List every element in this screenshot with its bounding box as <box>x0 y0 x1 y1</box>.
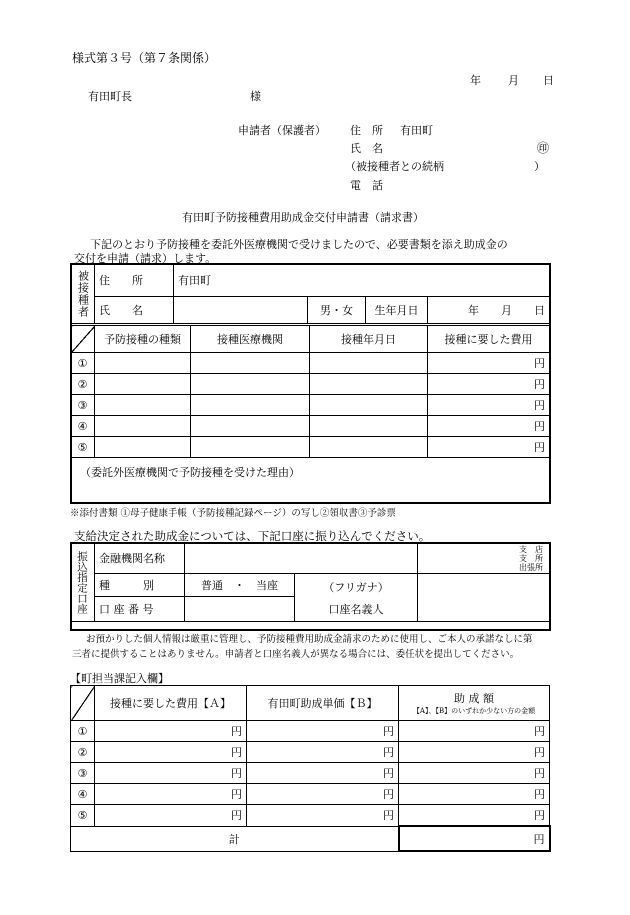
vaccine-type-field[interactable] <box>95 437 191 458</box>
date-field[interactable] <box>310 353 428 374</box>
vaccine-type-field[interactable] <box>95 374 191 395</box>
honorific: 様 <box>250 90 261 103</box>
office-heading: 【町担当課記入欄】 <box>70 672 169 685</box>
bank-side-label: 振込指定口座 <box>71 543 95 622</box>
institution-field[interactable] <box>191 353 310 374</box>
diagonal-cell <box>71 326 95 353</box>
vaccine-type-field[interactable] <box>95 416 191 437</box>
phone-label: 電 話 <box>350 179 383 192</box>
grant-field[interactable]: 円 <box>399 784 550 805</box>
form-number: 様式第３号（第７条関係） <box>72 51 217 65</box>
account-type-label: 種 別 <box>95 574 185 597</box>
header-institution: 接種医療機関 <box>191 326 310 353</box>
institution-label: 金融機関名称 <box>95 543 185 574</box>
branch-type-shiten: 支 店 <box>519 544 543 554</box>
account-number-label: 口 座 番 号 <box>95 597 185 622</box>
branch-type-shisho: 支 所 <box>519 553 543 563</box>
header-vaccine-type: 予防接種の種類 <box>95 326 191 353</box>
bank-table <box>70 542 550 622</box>
table-row <box>71 721 550 742</box>
table-row <box>71 395 550 416</box>
row-number: ① <box>71 721 95 742</box>
date-field[interactable] <box>310 437 428 458</box>
table-row <box>71 784 550 805</box>
table-row <box>71 742 550 763</box>
cost-field[interactable]: 円 <box>428 353 550 374</box>
institution-field[interactable] <box>191 395 310 416</box>
office-table <box>70 685 551 852</box>
office-col-c-label: 助 成 額 <box>454 692 494 705</box>
table-row <box>71 416 550 437</box>
office-diagonal-cell <box>71 686 95 721</box>
branch-type-shuchojo: 出張所 <box>519 562 543 572</box>
addressee: 有田町長 <box>88 90 132 103</box>
cost-a-field[interactable]: 円 <box>95 805 247 827</box>
total-label: 計 <box>71 826 399 851</box>
office-col-c <box>399 686 550 721</box>
vaccine-type-field[interactable] <box>95 353 191 374</box>
institution-field[interactable] <box>191 416 310 437</box>
grant-field[interactable]: 円 <box>399 763 550 784</box>
institution-field[interactable] <box>185 543 418 574</box>
cost-field[interactable]: 円 <box>428 395 550 416</box>
row-number: ② <box>71 742 95 763</box>
privacy-note-line-2: 三者に提供することはありません。申請者と口座名義人が異なる場合には、委任状を提出してください。 <box>72 649 520 660</box>
unit-b-field[interactable]: 円 <box>247 763 399 784</box>
account-type-select[interactable]: 普通 ・ 当座 <box>185 574 295 597</box>
unit-b-field[interactable]: 円 <box>247 805 399 827</box>
document-title: 有田町予防接種費用助成金交付申請書（請求書） <box>182 211 424 224</box>
dob-label: 生年月日 <box>366 297 428 324</box>
holder-label: 口座名義人 <box>328 602 384 616</box>
table-row <box>71 805 550 827</box>
holder-label-cell <box>295 574 418 622</box>
office-col-a: 接種に要した費用【Ａ】 <box>95 686 247 721</box>
row-number: ④ <box>71 416 95 437</box>
relation-label: （被接種者との続柄 <box>345 160 444 173</box>
sex-select[interactable]: 男・女 <box>308 297 366 324</box>
cost-a-field[interactable]: 円 <box>95 721 247 742</box>
date-field[interactable] <box>310 374 428 395</box>
address-label: 住 所 <box>350 124 383 137</box>
table-row <box>71 353 550 374</box>
grant-field[interactable]: 円 <box>399 742 550 763</box>
recipient-table <box>70 263 550 324</box>
cost-field[interactable]: 円 <box>428 437 550 458</box>
date-day: 日 <box>543 74 554 87</box>
dob-field[interactable]: 年 月 日 <box>428 297 550 324</box>
cost-field[interactable]: 円 <box>428 416 550 437</box>
header-date: 接種年月日 <box>310 326 428 353</box>
address-value: 有田町 <box>400 124 433 137</box>
date-month: 月 <box>508 74 519 87</box>
attachments-note: ※添付書類 ①母子健康手帳（予防接種記録ページ）の写し②領収書③予診票 <box>70 508 396 519</box>
recipient-address-label: 住 所 <box>95 264 174 297</box>
recipient-side-label: 被接種者 <box>71 264 95 324</box>
cost-a-field[interactable]: 円 <box>95 763 247 784</box>
unit-b-field[interactable]: 円 <box>247 721 399 742</box>
applicant-role: 申請者（保護者） <box>238 124 326 137</box>
recipient-name-label: 氏 名 <box>95 297 174 324</box>
grant-field[interactable]: 円 <box>399 721 550 742</box>
cost-a-field[interactable]: 円 <box>95 784 247 805</box>
grant-field[interactable]: 円 <box>399 805 550 827</box>
vaccination-table <box>70 325 550 458</box>
unit-b-field[interactable]: 円 <box>247 742 399 763</box>
date-year: 年 <box>470 74 481 87</box>
recipient-address-value[interactable]: 有田町 <box>174 264 550 297</box>
row-number: ① <box>71 353 95 374</box>
table-row <box>71 374 550 395</box>
office-col-c-sub: 【A】、【B】のいずれか少ない方の金額 <box>412 707 536 715</box>
institution-field[interactable] <box>191 437 310 458</box>
furigana-label: （フリガナ） <box>323 580 389 594</box>
table-row <box>71 437 550 458</box>
institution-field[interactable] <box>191 374 310 395</box>
office-col-b: 有田町助成単価【Ｂ】 <box>247 686 399 721</box>
vaccine-type-field[interactable] <box>95 395 191 416</box>
intro-line-1: 下記のとおり予防接種を委託外医療機関で受けましたので、必要書類を添え助成金の <box>90 238 508 251</box>
row-number: ④ <box>71 784 95 805</box>
date-field[interactable] <box>310 416 428 437</box>
holder-field[interactable] <box>418 574 550 622</box>
table-row <box>71 763 550 784</box>
account-number-field[interactable] <box>185 597 295 622</box>
row-number: ⑤ <box>71 437 95 458</box>
row-number: ③ <box>71 395 95 416</box>
transfer-intro: 支給決定された助成金については、下記口座に振り込んでください。 <box>74 529 431 543</box>
row-number: ③ <box>71 763 95 784</box>
date-field[interactable] <box>310 395 428 416</box>
recipient-name-field[interactable] <box>174 297 308 324</box>
cost-field[interactable]: 円 <box>428 374 550 395</box>
reason-label: （委託外医療機関で予防接種を受けた理由） <box>80 466 300 479</box>
header-cost: 接種に要した費用 <box>428 326 550 353</box>
privacy-note-line-1: お預かりした個人情報は厳重に管理し、予防接種費用助成金請求のために使用し、ご本人の承諾なしに第 <box>86 634 533 645</box>
reason-field[interactable] <box>74 478 544 498</box>
total-field[interactable]: 円 <box>399 826 550 851</box>
relation-close: ） <box>534 160 545 173</box>
row-number: ⑤ <box>71 805 95 827</box>
intro-line-2: 交付を申請（請求）します。 <box>74 252 217 265</box>
row-number: ② <box>71 374 95 395</box>
seal-mark: ㊞ <box>537 141 550 155</box>
branch-type-cell[interactable] <box>418 543 550 574</box>
unit-b-field[interactable]: 円 <box>247 784 399 805</box>
name-label: 氏 名 <box>350 142 383 155</box>
cost-a-field[interactable]: 円 <box>95 742 247 763</box>
